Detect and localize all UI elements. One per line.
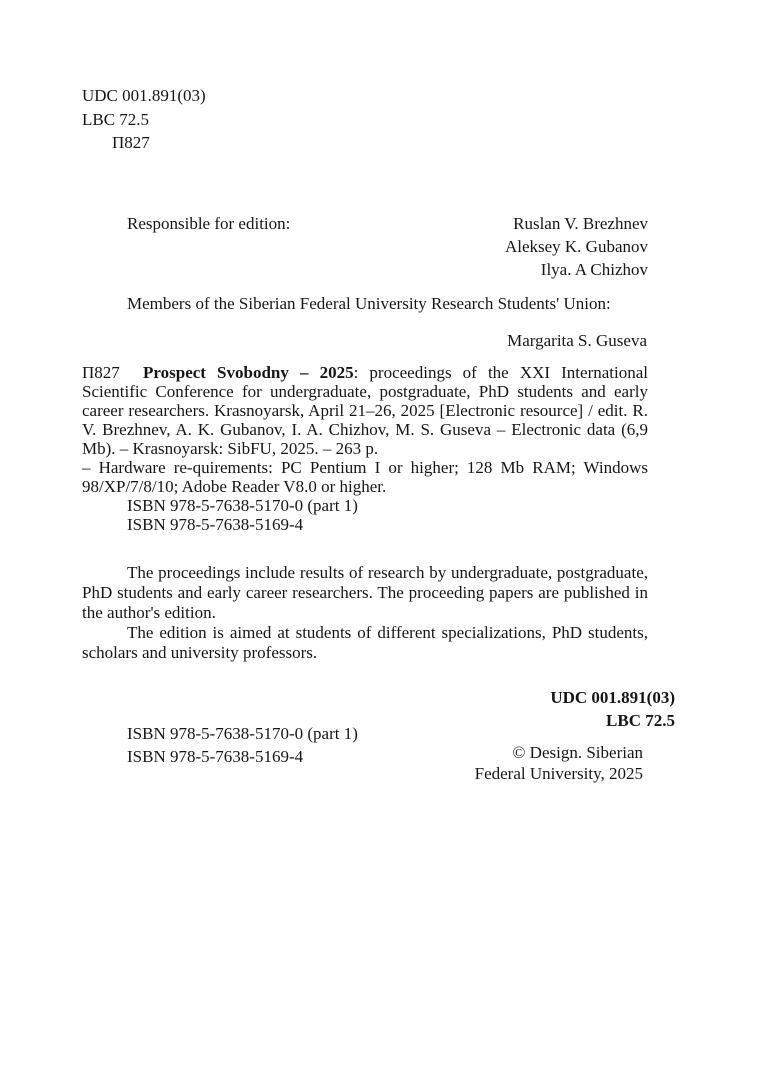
abstract-block xyxy=(82,563,648,663)
responsible-edition-row xyxy=(127,212,648,282)
lbc-code-top: LBC 72.5 xyxy=(82,109,150,129)
isbn-series-bottom: ISBN 978-5-7638-5169-4 xyxy=(127,747,304,766)
lbc-code-bottom: LBC 72.5 xyxy=(606,711,675,730)
catalog-code-top: П827 xyxy=(112,133,150,152)
isbn-series: ISBN 978-5-7638-5169-4 xyxy=(127,515,304,534)
isbn-part1-bottom: ISBN 978-5-7638-5170-0 (part 1) xyxy=(127,724,358,743)
isbn-block-middle xyxy=(127,496,648,534)
editor-name: Ruslan V. Brezhnev xyxy=(513,214,648,233)
editor-name: Aleksey K. Gubanov xyxy=(504,237,648,257)
udc-code-bottom: UDC 001.891(03) xyxy=(550,688,675,707)
bibliographic-description-text: : proceedings of the XXI International Scientific Conference for undergraduate, postgraduate, PhD students and early career researchers. Krasnoyarsk, April 21–26, 2025 [Electronic resource] / edit. R. V. Brezhnev, A. K. Gubanov, I. A. Chizhov, M. S. Guseva – Electronic data (6,9 Mb). – Krasnoyarsk: SibFU, 2025. – 263 p. xyxy=(82,363,648,458)
isbn-block-bottom xyxy=(127,722,358,768)
copyright-block xyxy=(400,743,643,784)
udc-code-top: UDC 001.891(03) xyxy=(82,86,206,105)
members-union-label: Members of the Siberian Federal University Research Students' Union: xyxy=(127,294,611,313)
bibliographic-description xyxy=(82,363,648,458)
top-classification-block xyxy=(82,84,206,155)
editor-name: Ilya. A Chizhov xyxy=(540,260,648,280)
isbn-part1: ISBN 978-5-7638-5170-0 (part 1) xyxy=(127,496,358,515)
catalog-entry-block xyxy=(82,363,648,534)
responsible-editors-list xyxy=(505,212,648,282)
members-union-name: Margarita S. Guseva xyxy=(507,331,647,350)
proceedings-title: Prospect Svobodny – 2025 xyxy=(143,363,354,382)
copyright-line-2: Federal University, 2025 xyxy=(474,763,643,783)
bottom-classification-block xyxy=(400,686,675,732)
hardware-requirements: – Hardware re-quirements: PC Pentium I or higher; 128 Mb RAM; Windows 98/XP/7/8/10; Adobe Reader V8.0 or higher. xyxy=(82,458,648,496)
responsible-edition-label: Responsible for edition: xyxy=(127,214,291,233)
abstract-paragraph-2: The edition is aimed at students of different specializations, PhD students, scholars and university professors. xyxy=(82,623,648,662)
copyright-line-1: © Design. Siberian xyxy=(512,743,643,762)
abstract-paragraph-1: The proceedings include results of research by undergraduate, postgraduate, PhD students and early career researchers. The proceeding papers are published in the author's edition. xyxy=(82,563,648,622)
catalog-code-inline: П827 xyxy=(82,363,120,382)
